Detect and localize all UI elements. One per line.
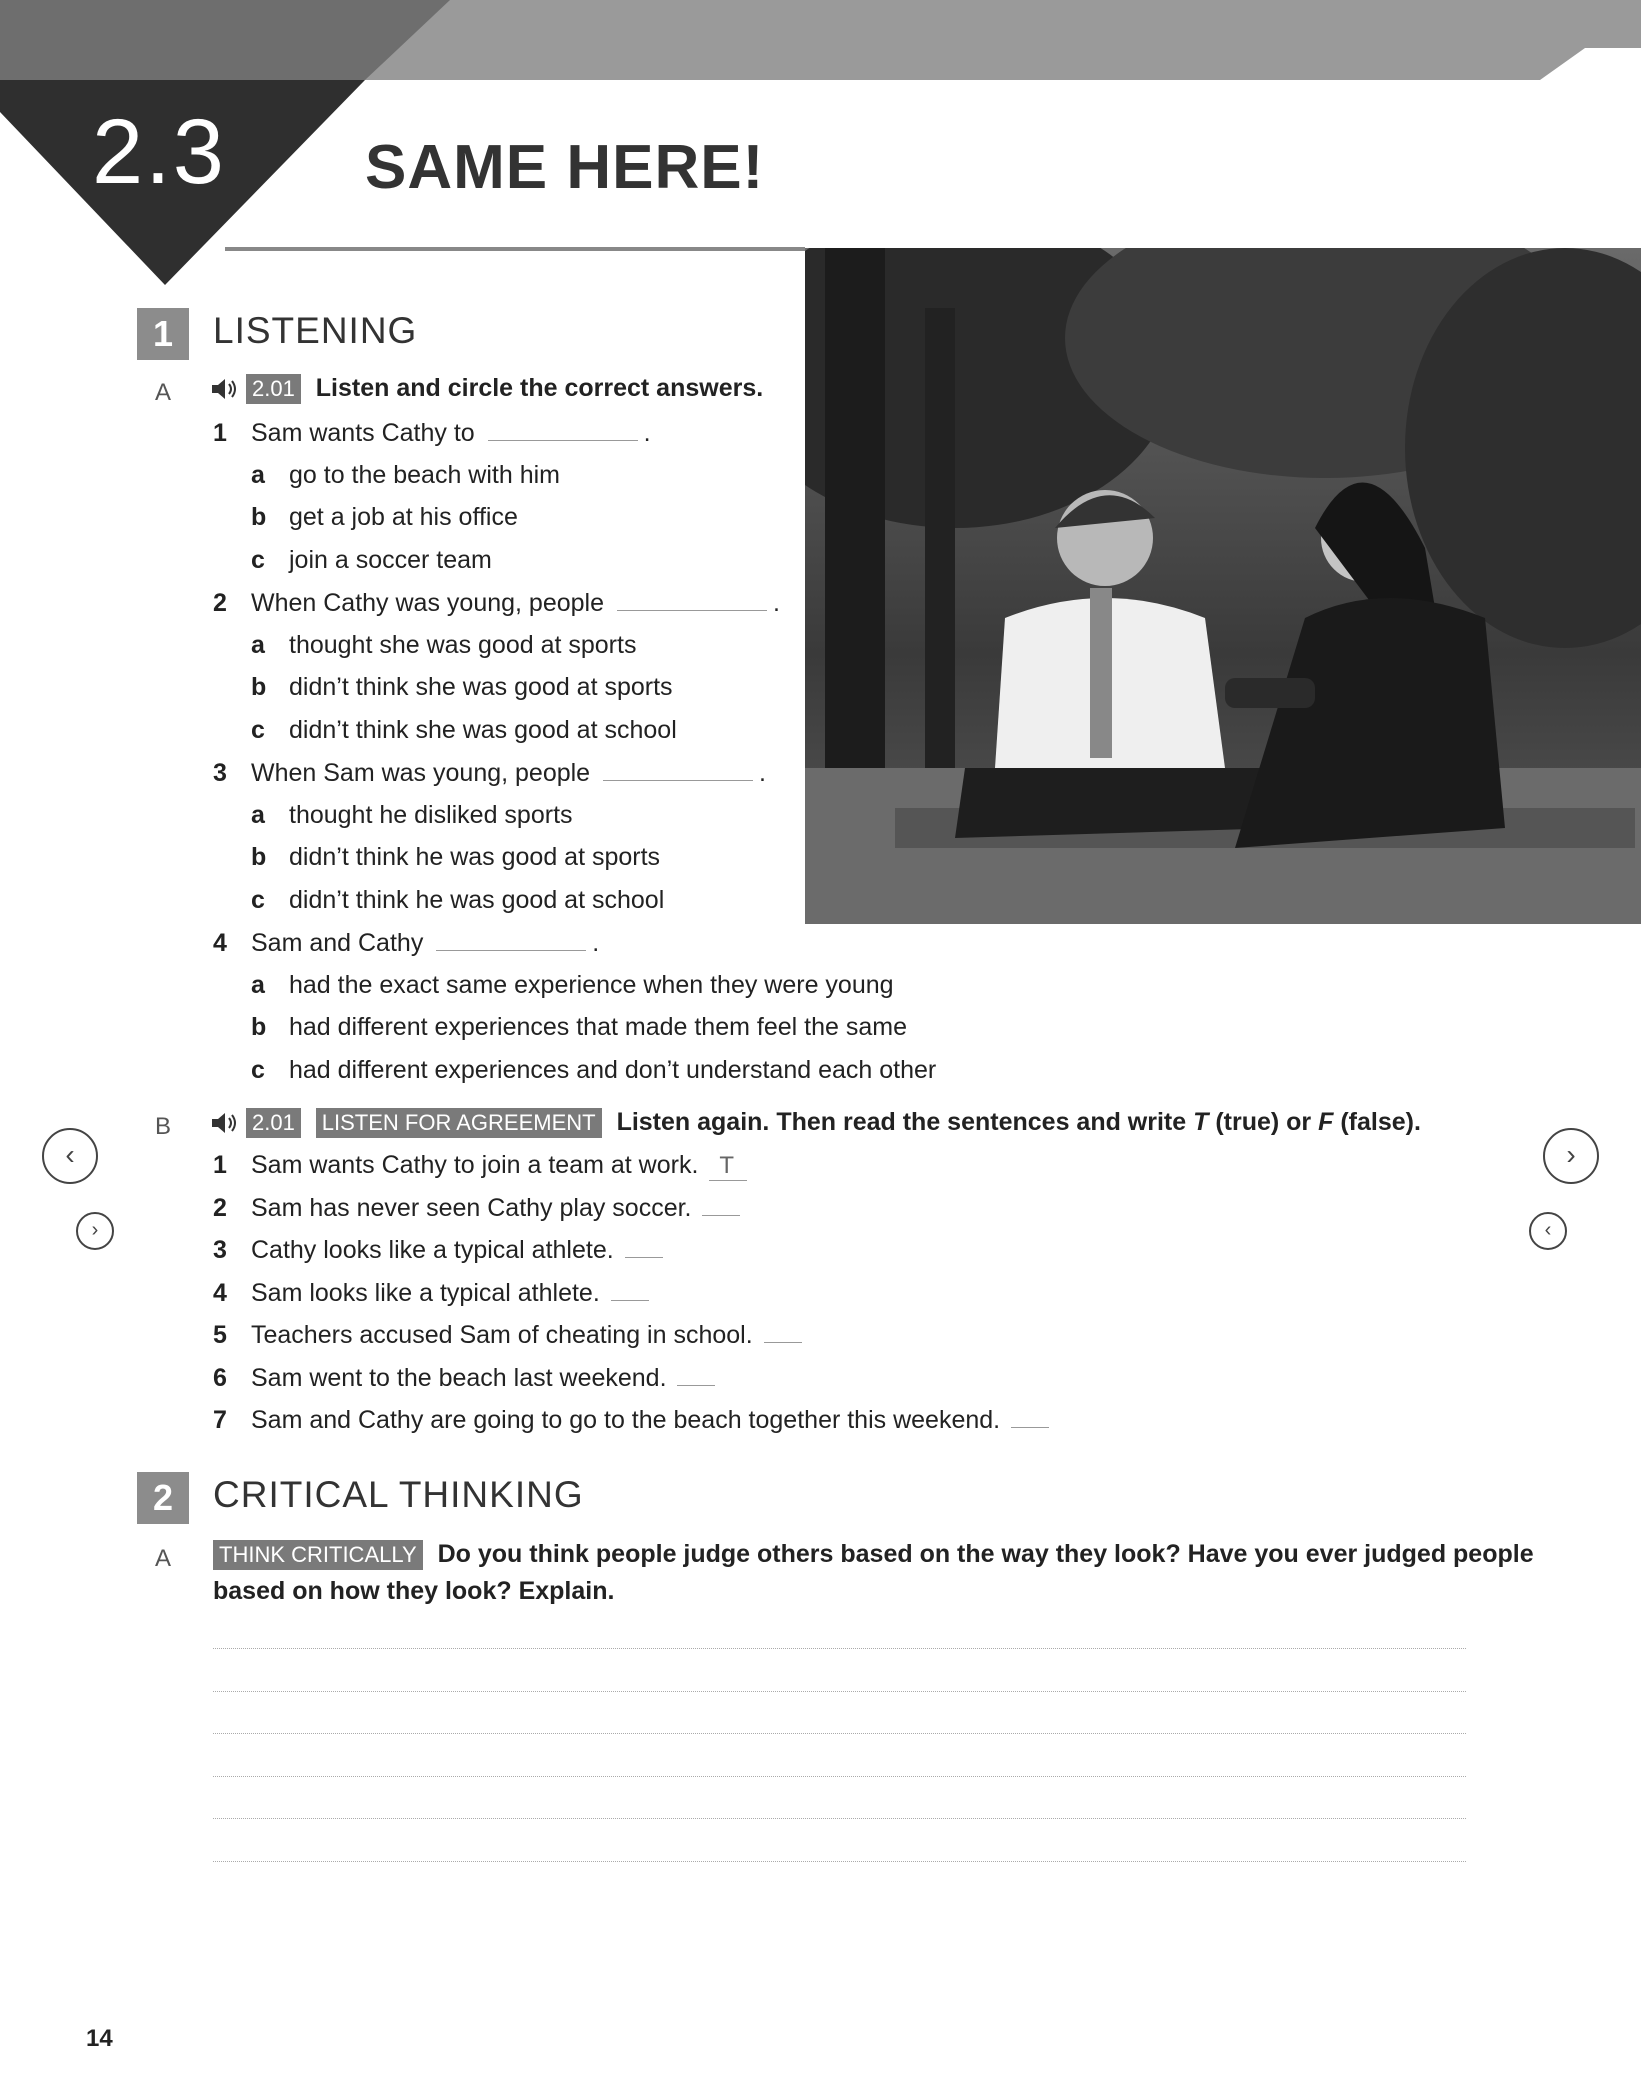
prev-section-button[interactable]	[1529, 1212, 1567, 1250]
audio-track-badge: 2.01	[246, 1108, 301, 1138]
section-number-box: 2	[137, 1472, 189, 1524]
speaker-icon[interactable]	[210, 1110, 240, 1136]
question-end: .	[759, 759, 766, 787]
true-false-item	[213, 1321, 802, 1350]
question-text: based on how they look? Explain.	[213, 1577, 615, 1605]
instruction-line	[210, 374, 763, 404]
instruction-line	[210, 1108, 1421, 1138]
skill-tag: LISTEN FOR AGREEMENT	[316, 1108, 602, 1138]
true-false-item	[213, 1364, 715, 1393]
question-text: Sam wants Cathy to	[251, 419, 475, 447]
item-number: 2	[213, 1193, 227, 1222]
true-false-item	[213, 1151, 747, 1181]
answer-option[interactable]	[251, 1013, 907, 1042]
writing-line[interactable]	[213, 1776, 1466, 1777]
writing-line[interactable]	[213, 1861, 1466, 1862]
answer-option[interactable]	[251, 716, 677, 745]
item-text: Sam wants Cathy to join a team at work.	[251, 1151, 699, 1179]
question-text: Do you think people judge others based on the way they look? Have you ever judged people	[437, 1540, 1534, 1568]
answer-option[interactable]	[251, 461, 560, 490]
prev-page-button[interactable]	[42, 1128, 98, 1184]
option-letter: b	[251, 1013, 267, 1041]
title-rule	[225, 247, 805, 251]
item-number: 6	[213, 1363, 227, 1392]
section-title-listening: LISTENING	[213, 310, 418, 351]
option-letter: a	[251, 970, 265, 999]
chevron-right-icon: ›	[1566, 1139, 1576, 1170]
item-number: 4	[213, 1278, 227, 1307]
part-letter: A	[155, 1545, 172, 1572]
answer-blank[interactable]	[611, 1300, 649, 1301]
writing-line[interactable]	[213, 1691, 1466, 1692]
option-letter: c	[251, 715, 265, 744]
option-text: didn’t think she was good at sports	[289, 673, 673, 701]
option-text: go to the beach with him	[289, 460, 560, 489]
answer-option[interactable]	[251, 801, 573, 830]
answer-option[interactable]	[251, 886, 664, 915]
item-text: Teachers accused Sam of cheating in school.	[251, 1321, 753, 1349]
question-stem	[213, 588, 780, 618]
answer-option[interactable]	[251, 971, 894, 1000]
question-stem	[213, 758, 766, 788]
answer-blank[interactable]	[702, 1215, 740, 1216]
chevron-left-icon: ‹	[1544, 1219, 1552, 1241]
true-false-item	[213, 1406, 1049, 1435]
writing-line[interactable]	[213, 1648, 1466, 1649]
part-letter: B	[155, 1113, 172, 1140]
item-text: Sam has never seen Cathy play soccer.	[251, 1193, 692, 1222]
next-section-button[interactable]	[76, 1212, 114, 1250]
question-end: .	[643, 419, 651, 447]
option-letter: c	[251, 545, 265, 574]
question-stem	[213, 418, 651, 448]
answer-blank[interactable]	[436, 928, 586, 951]
option-text: join a soccer team	[289, 545, 492, 574]
question-text: When Cathy was young, people	[251, 589, 604, 617]
answer-option[interactable]	[251, 843, 660, 872]
instruction-text: Listen again. Then read the sentences and write T (true) or F (false).	[616, 1108, 1421, 1136]
question-stem	[213, 928, 599, 958]
section-number-box: 1	[137, 308, 189, 360]
option-text: had different experiences that made them feel the same	[289, 1013, 907, 1041]
item-number: 1	[213, 1151, 227, 1179]
answer-option[interactable]	[251, 503, 518, 532]
answer-option[interactable]	[251, 631, 636, 660]
option-text: didn’t think he was good at school	[289, 885, 665, 914]
option-letter: a	[251, 800, 265, 829]
question-text: Sam and Cathy	[251, 929, 424, 957]
instruction-line	[213, 1540, 1534, 1570]
question-number: 4	[213, 929, 227, 957]
question-number: 2	[213, 589, 227, 617]
option-letter: b	[251, 843, 267, 871]
answer-blank[interactable]	[1011, 1427, 1049, 1428]
option-letter: a	[251, 460, 265, 489]
option-text: get a job at his office	[289, 503, 518, 531]
part-letter: A	[155, 379, 172, 406]
option-letter: b	[251, 503, 267, 531]
speaker-icon[interactable]	[210, 376, 240, 402]
item-text: Sam and Cathy are going to go to the beach together this weekend.	[251, 1406, 1001, 1434]
option-text: had different experiences and don’t understand each other	[289, 1055, 937, 1084]
question-text: When Sam was young, people	[251, 759, 591, 787]
chevron-left-icon: ‹	[65, 1139, 75, 1170]
answer-blank[interactable]	[677, 1385, 715, 1386]
chevron-right-icon: ›	[91, 1219, 99, 1241]
option-text: didn’t think she was good at school	[289, 715, 677, 744]
unit-number: 2.3	[92, 101, 226, 203]
question-number: 1	[213, 419, 227, 447]
item-text: Sam looks like a typical athlete.	[251, 1278, 600, 1307]
next-page-button[interactable]	[1543, 1128, 1599, 1184]
option-text: had the exact same experience when they were young	[289, 970, 894, 999]
answer-blank[interactable]	[617, 588, 767, 611]
question-end: .	[772, 589, 780, 617]
answer-blank[interactable]: T	[709, 1152, 747, 1181]
photo-couple-picnic	[805, 248, 1641, 924]
true-false-item	[213, 1279, 649, 1308]
true-false-item	[213, 1236, 663, 1265]
true-false-item	[213, 1194, 740, 1223]
question-number: 3	[213, 759, 227, 787]
skill-tag: THINK CRITICALLY	[213, 1540, 423, 1570]
option-text: didn’t think he was good at sports	[289, 843, 661, 871]
answer-option[interactable]	[251, 546, 492, 575]
answer-blank[interactable]	[625, 1257, 663, 1258]
option-text: thought he disliked sports	[289, 800, 573, 829]
item-number: 5	[213, 1321, 227, 1349]
writing-line[interactable]	[213, 1733, 1466, 1734]
option-text: thought she was good at sports	[289, 630, 637, 659]
item-number: 3	[213, 1236, 227, 1264]
option-letter: c	[251, 885, 265, 914]
section-title-critical-thinking: CRITICAL THINKING	[213, 1474, 584, 1515]
answer-option[interactable]	[251, 1056, 936, 1085]
question-end: .	[592, 929, 600, 957]
instruction-text: Listen and circle the correct answers.	[315, 374, 764, 402]
answer-blank[interactable]	[488, 418, 638, 441]
option-letter: c	[251, 1055, 265, 1084]
answer-blank[interactable]	[603, 758, 753, 781]
answer-blank[interactable]	[764, 1342, 802, 1343]
page-number: 14	[86, 2025, 113, 2052]
page-title: SAME HERE!	[365, 133, 765, 202]
audio-track-badge: 2.01	[246, 374, 301, 404]
option-letter: a	[251, 630, 265, 659]
answer-option[interactable]	[251, 673, 673, 702]
item-text: Sam went to the beach last weekend.	[251, 1363, 667, 1392]
item-number: 7	[213, 1406, 227, 1434]
item-text: Cathy looks like a typical athlete.	[251, 1236, 614, 1264]
picnic-photo-illustration	[805, 248, 1641, 924]
writing-line[interactable]	[213, 1818, 1466, 1819]
option-letter: b	[251, 673, 267, 701]
